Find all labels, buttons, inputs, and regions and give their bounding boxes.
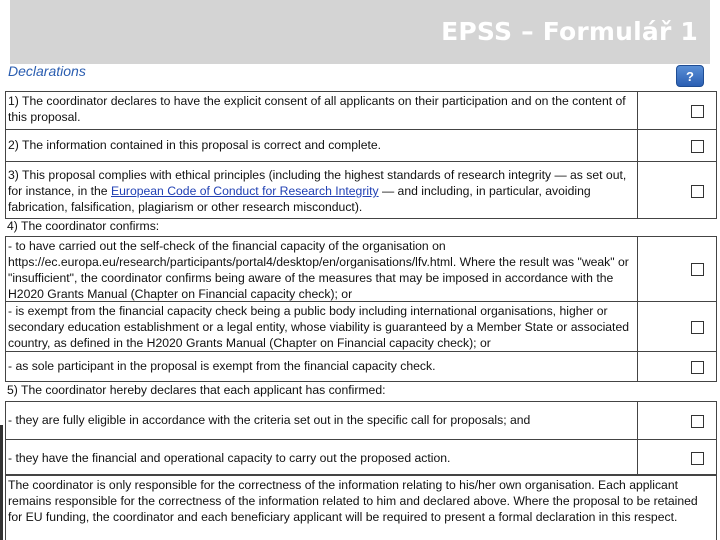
declaration-row-5b: [6, 439, 716, 475]
declaration-1-checkbox[interactable]: [691, 105, 704, 118]
declaration-row-2: [6, 129, 716, 161]
declaration-4a-text: - to have carried out the self-check of the financial capacity of the organisation on https://ec.europa.eu/research/participants/portal4/desktop/en/organisations/lfv.html. Where the result was "weak" or "insufficient", the coordinator confirms being aware of the measures that may be imposed in accordance with the H2020 Grants Manual (Chapter on Financial capacity check); or: [6, 237, 638, 301]
declaration-5-intro: 5) The coordinator hereby declares that each applicant has confirmed:: [7, 383, 386, 397]
declarations-table-3: [5, 401, 717, 475]
declaration-5b-text: - they have the financial and operational capacity to carry out the proposed action.: [6, 440, 638, 475]
declaration-4b-text: - is exempt from the financial capacity check being a public body including international organisations, higher or secondary education establishment or a legal entity, whose viability is guaranteed by a Member State or associated country, as defined in the H2020 Grants Manual (Chapter on Financial capacity check); or: [6, 302, 638, 351]
page-title: EPSS – Formulář 1: [441, 17, 698, 46]
declaration-5a-text: - they are fully eligible in accordance with the criteria set out in the specific call for proposals; and: [6, 402, 638, 439]
ethics-code-link[interactable]: European Code of Conduct for Research Integrity: [110, 184, 379, 198]
declaration-4-intro: 4) The coordinator confirms:: [7, 219, 160, 233]
declaration-row-4c: [6, 351, 716, 382]
declaration-5b-checkbox[interactable]: [691, 452, 704, 465]
left-edge-divider: [0, 425, 3, 540]
declaration-row-5a: [6, 402, 716, 439]
declaration-4c-text: - as sole participant in the proposal is exempt from the financial capacity check.: [6, 352, 638, 382]
declaration-row-4b: [6, 301, 716, 351]
coordinator-responsibility-note: The coordinator is only responsible for the correctness of the information relating to his/her own organisation. Each applicant remains responsible for the correctness of the information related to him and declared above. Where the proposal to be retained for EU funding, the coordinator and each beneficiary applicant will be required to present a formal declaration in this respect.: [5, 475, 717, 540]
declaration-row-4a: [6, 237, 716, 301]
declaration-2-text: 2) The information contained in this proposal is correct and complete.: [6, 130, 638, 161]
help-button[interactable]: ?: [676, 65, 704, 87]
section-title: Declarations: [8, 63, 86, 79]
declarations-table-2: [5, 236, 717, 382]
declaration-1-text: 1) The coordinator declares to have the explicit consent of all applicants on their participation and on the content of this proposal.: [6, 92, 638, 129]
declaration-4a-checkbox[interactable]: [691, 263, 704, 276]
declaration-5a-checkbox[interactable]: [691, 415, 704, 428]
declaration-2-checkbox[interactable]: [691, 140, 704, 153]
declaration-3-text: 3) This proposal complies with ethical principles (including the highest standards of research integrity — as set out, for instance, in the European Code of Conduct for Research Integrity — and including, in particular, avoiding fabrication, falsification, plagiarism or other research misconduct).: [6, 162, 638, 219]
declaration-3-checkbox[interactable]: [691, 185, 704, 198]
declaration-4b-checkbox[interactable]: [691, 321, 704, 334]
declaration-row-1: [6, 92, 716, 129]
declaration-row-3: [6, 161, 716, 219]
declarations-table-1: [5, 91, 717, 219]
declaration-4c-checkbox[interactable]: [691, 361, 704, 374]
title-banner: [10, 0, 710, 64]
